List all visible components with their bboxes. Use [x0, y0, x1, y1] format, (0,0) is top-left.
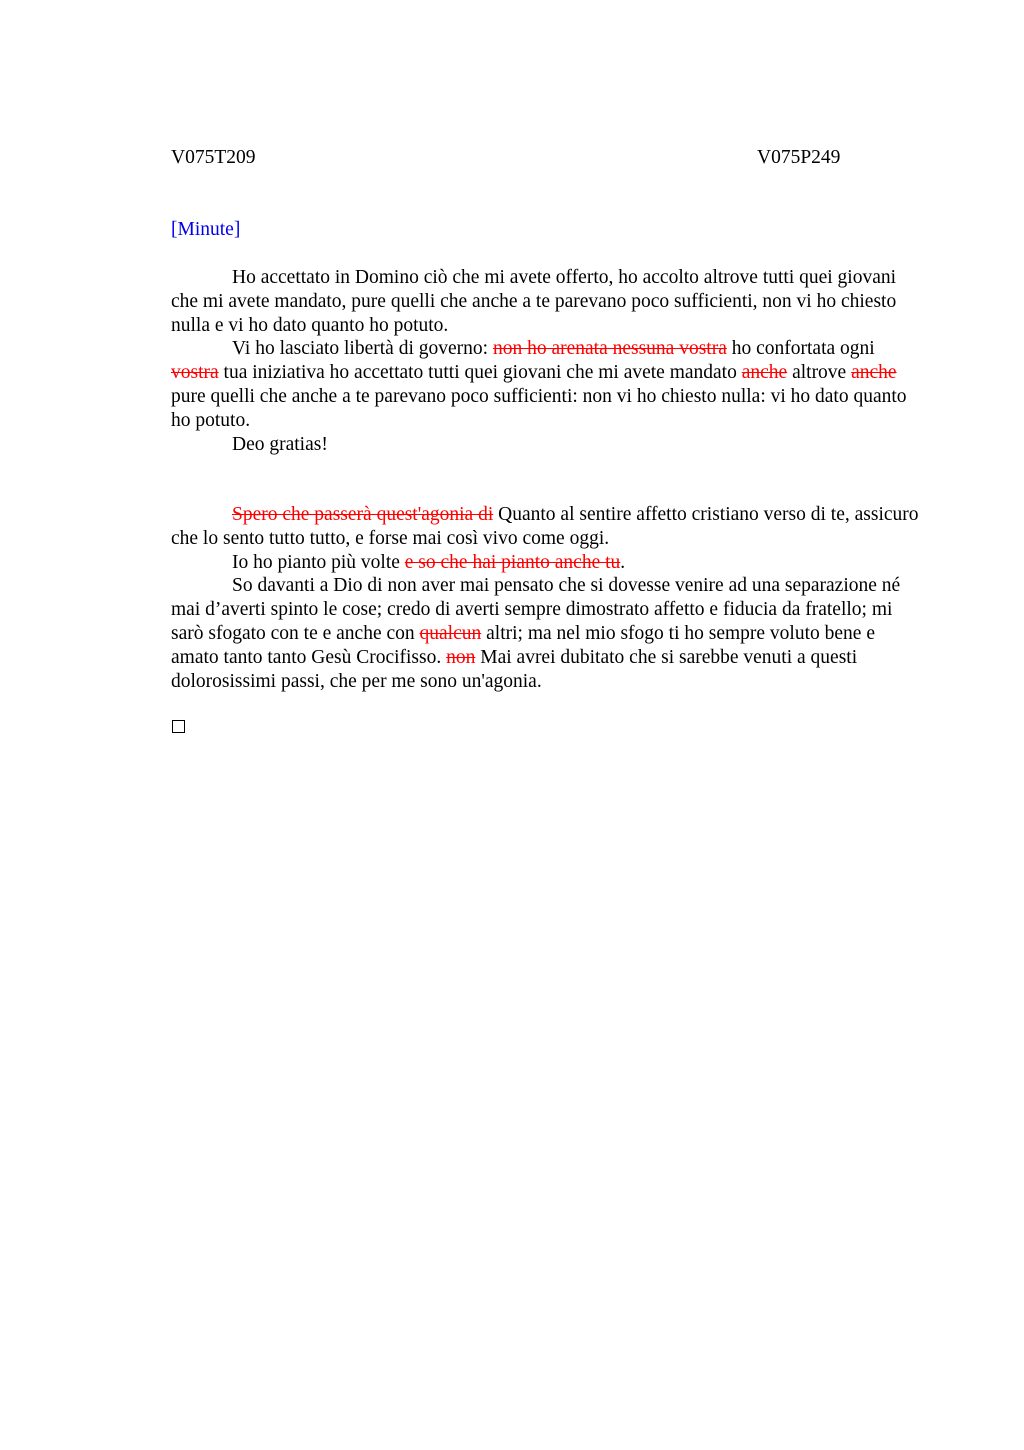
- deleted-text: anche: [851, 362, 897, 384]
- text-segment: tua iniziativa ho accettato tutti quei giovani che mi avete mandato: [218, 362, 742, 384]
- deleted-text: anche: [741, 362, 788, 384]
- document-code-left: V075T209: [171, 147, 256, 168]
- text-segment: Io ho pianto più volte: [232, 551, 405, 573]
- text-segment: So davanti a Dio di non aver mai pensato che si dovesse venire ad una separazione né mai d’averti spinto le cose; credo di averti sempre dimostrato affetto e fiducia da fratello; mi sarò sfogato con te e anche con: [171, 575, 901, 644]
- text-segment: ho confortata ogni: [726, 338, 875, 360]
- text-segment: Quanto al sentire affetto cristiano verso di te, assicuro che lo sento tutto tutto, e forse mai così vivo come oggi.: [171, 504, 919, 549]
- deleted-text: qualcun: [419, 622, 482, 644]
- paragraph-1: [171, 266, 921, 337]
- paragraph-text: Deo gratias!: [232, 433, 328, 455]
- deleted-text: vostra: [171, 362, 219, 384]
- paragraph-4: [171, 503, 921, 551]
- deleted-text: non: [446, 646, 476, 668]
- text-segment: .: [620, 551, 626, 573]
- text-segment: altrove: [787, 362, 852, 384]
- paragraph-5: [171, 551, 921, 575]
- deleted-text: Spero che passerà quest'agonia di: [232, 504, 494, 525]
- text-segment: altri; ma nel mio sfogo ti ho sempre voluto bene e amato tanto tanto Gesù Crocifisso.: [171, 622, 875, 668]
- paragraph-3: [171, 433, 921, 457]
- text-segment: Mai avrei dubitato che si sarebbe venuti a questi dolorosissimi passi, che per me sono un'agonia.: [171, 646, 858, 692]
- letter-block-1: [171, 266, 921, 456]
- deleted-text: non ho arenata nessuna vostra: [492, 338, 727, 360]
- section-label-minute: [Minute]: [171, 219, 241, 240]
- empty-square-icon: [172, 720, 185, 733]
- deleted-text: e so che hai pianto anche tu: [404, 551, 621, 573]
- text-segment: pure quelli che anche a te parevano poco sufficienti: non vi ho chiesto nulla: vi ho dato quanto ho potuto.: [171, 385, 907, 431]
- paragraph-text: Ho accettato in Domino ciò che mi avete offerto, ho accolto altrove tutti quei giovani che mi avete mandato, pure quelli che anche a te parevano poco sufficienti, non vi ho chiesto nulla e vi ho dato quanto ho potuto.: [171, 267, 897, 336]
- paragraph-2: [171, 337, 921, 432]
- paragraph-6: [171, 574, 921, 693]
- document-code-right: V075P249: [757, 147, 841, 168]
- letter-block-2: [171, 503, 921, 693]
- text-segment: Vi ho lasciato libertà di governo:: [232, 338, 493, 360]
